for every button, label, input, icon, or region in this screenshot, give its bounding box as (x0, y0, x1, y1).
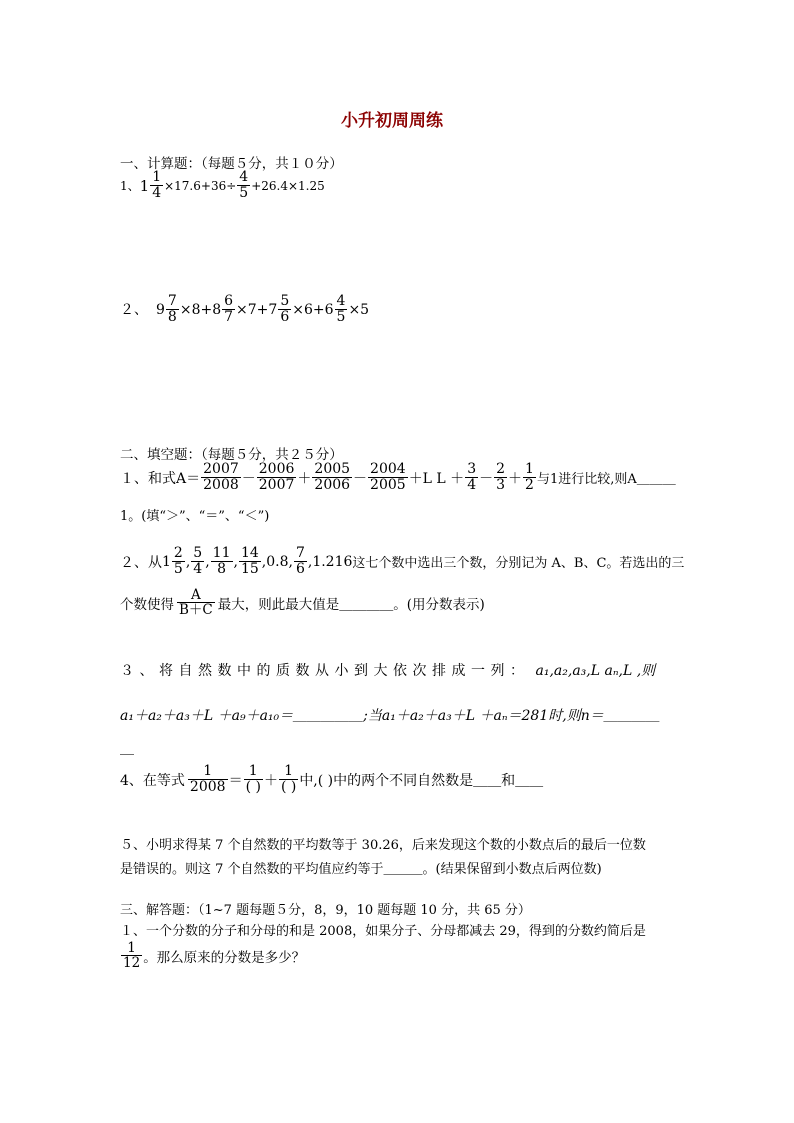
mixed-whole: 1 (139, 176, 150, 195)
fraction: $\frac{2}{3}$ (496, 461, 506, 493)
s3-q1-line2 (120, 941, 305, 971)
s1-question-1 (120, 170, 325, 201)
q-tail: 。那么原来的分数是多少？ (143, 950, 306, 966)
q-tail: 这七个数中选出三个数，分别记为 A、B、C。若选出的三 (352, 556, 685, 572)
fraction: $\frac{5}{6}$ (280, 293, 290, 325)
q-tail: 与1进行比较,则A＿＿＿ (536, 472, 676, 488)
fraction: $\frac{1}{2}$ (525, 461, 534, 493)
math-expr: a₁＋a₂＋a₃＋L ＋aₙ＝281时,则n＝＿＿＿＿ (381, 708, 660, 724)
expr-op: － (353, 470, 368, 487)
expr-op: ×7+7 (236, 301, 278, 318)
expr-op: ＋ (297, 470, 312, 487)
mixed-whole: 1 (162, 553, 171, 570)
expr-tail: +26.4×1.25 (251, 178, 325, 193)
fraction: $\frac{2007}{2008}$ (203, 461, 239, 493)
s2-q3-line1 (120, 660, 655, 680)
equals: ＝ (228, 772, 243, 789)
section3-heading: 三、解答题：（1~7 题每题５分，8，9，10 题每题 10 分，共 65 分） (120, 903, 531, 918)
q-number: ２、 (120, 301, 148, 318)
expr-op: ×6+6 (292, 301, 334, 318)
fraction: $\frac{1}{( )}$ (245, 763, 261, 795)
page-title: 小升初周周练 (341, 111, 443, 131)
s2-q3-line3: ＿ (120, 741, 134, 757)
q-tail: 中,( )中的两个不同自然数是＿＿和＿＿ (299, 772, 544, 789)
s1-question-2 (120, 294, 369, 325)
fraction: $\frac{1}{2008}$ (189, 763, 226, 795)
plus: ＋ (263, 772, 278, 789)
fraction: $\frac{1}{4}$ (152, 169, 162, 201)
expr-op: － (479, 470, 494, 487)
s2-q1-line2: 1。(填“＞”、“＝”、“＜”) (120, 509, 270, 524)
expr-decimal: ,1.216 (307, 553, 353, 570)
fraction: $\frac{4}{5}$ (336, 293, 346, 325)
s2-q5-line2: 是错误的。则这 7 个自然数的平均值应约等于＿＿＿。(结果保留到小数点后两位数) (120, 862, 602, 877)
fraction: $\frac{3}{4}$ (467, 461, 477, 493)
fraction: $\frac{2006}{2007}$ (258, 461, 295, 493)
s2-q2-line2 (120, 588, 485, 618)
expr-op: ×8+8 (179, 301, 222, 318)
section1-heading: 一、计算题：（每题５分，共１０分） (120, 156, 343, 172)
expr-op: ＋ (508, 470, 523, 487)
s3-q1-line1: １、一个分数的分子和分母的和是 2008，如果分子、分母都减去 29，得到的分数约简后是 (120, 924, 646, 939)
fraction: $\frac{7}{6}$ (295, 545, 305, 577)
expr-mid: ,0.8, (261, 553, 293, 570)
expr-op: － (241, 470, 256, 487)
q-text: ３、将自然数中的质数从小到大依次排成一列： (120, 663, 530, 679)
s2-question-2: ２、从 1 $\frac{2}{5}$ , $\frac{5}{4}$ , $\frac{11}{8}$ , $\frac{14}{15}$ ,0.8, $\frac{7}{6}$ ,1.216 这七个数中选出三个数，分别记为 A、B、C。若选出的三 (120, 545, 685, 577)
fraction: $\frac{4}{5}$ (239, 169, 249, 201)
math-expr: a₁＋a₂＋a₃＋L ＋a₉＋a₁₀＝＿＿＿＿＿;当 (120, 708, 382, 724)
section2-heading: 二、填空题：（每题５分，共２５分） (120, 447, 343, 463)
fraction: $\frac{14}{15}$ (240, 545, 259, 577)
fraction: $\frac{A}{B+C}$ (179, 587, 213, 619)
math-sequence: a₁,a₂,a₃,L aₙ,L ,则 (535, 663, 656, 679)
fraction: $\frac{6}{7}$ (224, 293, 234, 325)
q-text: 个数使得 (120, 597, 174, 613)
fraction: $\frac{7}{8}$ (167, 293, 177, 325)
fraction: $\frac{2004}{2005}$ (370, 461, 406, 493)
fraction: $\frac{1}{12}$ (123, 940, 141, 972)
fraction: $\frac{2}{5}$ (173, 545, 183, 577)
q-lead: １、和式A＝ (120, 470, 201, 487)
q-lead: ２、从 (120, 554, 162, 571)
mixed-whole: 9 (156, 301, 165, 318)
s2-question-1 (120, 462, 676, 493)
expr-op: ×5 (348, 301, 370, 318)
fraction: $\frac{5}{4}$ (193, 545, 203, 577)
s2-q5-line1: ５、小明求得某 7 个自然数的平均数等于 30.26，后来发现这个数的小数点后的最后一位数 (120, 838, 646, 853)
s2-q3-line2 (120, 705, 660, 725)
fraction: $\frac{11}{8}$ (212, 545, 231, 577)
fraction: $\frac{2005}{2006}$ (314, 461, 351, 493)
s2-question-4 (120, 764, 543, 795)
q-number: 1、 (120, 179, 140, 194)
q-lead: 4、在等式 (120, 772, 185, 789)
q-text: 最大，则此最大值是＿＿＿＿。(用分数表示) (217, 597, 485, 613)
expr-op: ＋L L ＋ (408, 470, 465, 487)
expr-mid: ×17.6+36÷ (164, 178, 237, 193)
fraction: $\frac{1}{( )}$ (280, 763, 297, 795)
